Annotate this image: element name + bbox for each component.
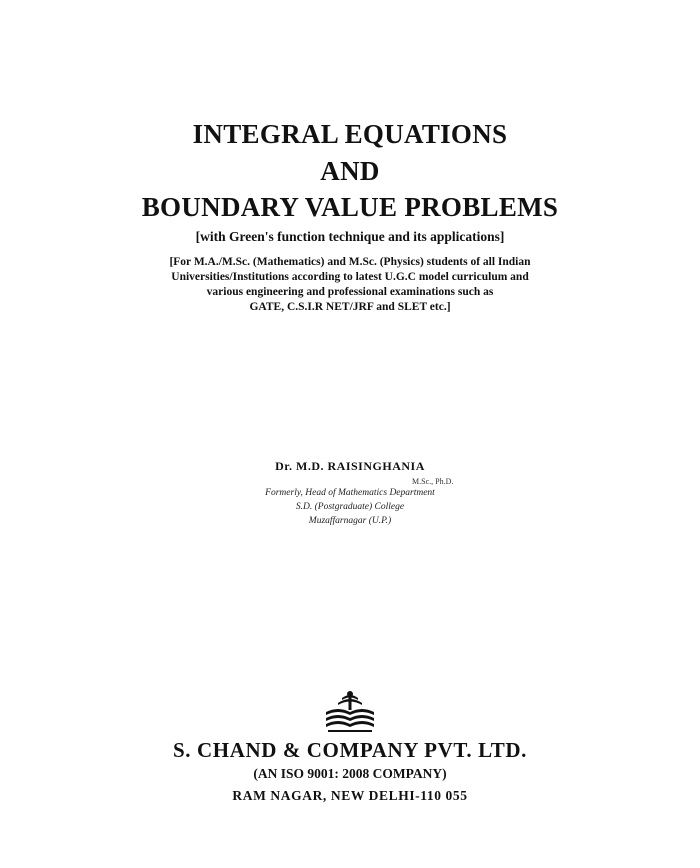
author-name: Dr. M.D. RAISINGHANIA (275, 459, 425, 473)
book-tree-logo-icon (324, 690, 376, 734)
scope-line-4: GATE, C.S.I.R NET/JRF and SLET etc.] (249, 301, 451, 313)
publisher-name: S. CHAND & COMPANY PVT. LTD. (173, 738, 527, 762)
author-degrees: M.Sc., Ph.D. (412, 477, 454, 486)
book-title-line-1: INTEGRAL EQUATIONS (192, 119, 508, 149)
author-affiliation-1: Formerly, Head of Mathematics Department (265, 488, 435, 498)
scope-line-1: [For M.A./M.Sc. (Mathematics) and M.Sc. (Physics) students of all Indian (169, 256, 531, 268)
book-title-line-3: BOUNDARY VALUE PROBLEMS (141, 192, 559, 222)
publisher-address: RAM NAGAR, NEW DELHI-110 055 (232, 788, 468, 803)
author-affiliation-3: Muzaffarnagar (U.P.) (308, 516, 392, 526)
book-subtitle: [with Green's function technique and its applications] (195, 229, 505, 244)
publisher-iso: (AN ISO 9001: 2008 COMPANY) (253, 766, 447, 781)
scope-line-2: Universities/Institutions according to latest U.G.C model curriculum and (171, 271, 529, 283)
book-title-line-2: AND (320, 156, 380, 186)
scope-line-3: various engineering and professional examinations such as (206, 286, 494, 298)
author-affiliation-2: S.D. (Postgraduate) College (295, 502, 405, 512)
